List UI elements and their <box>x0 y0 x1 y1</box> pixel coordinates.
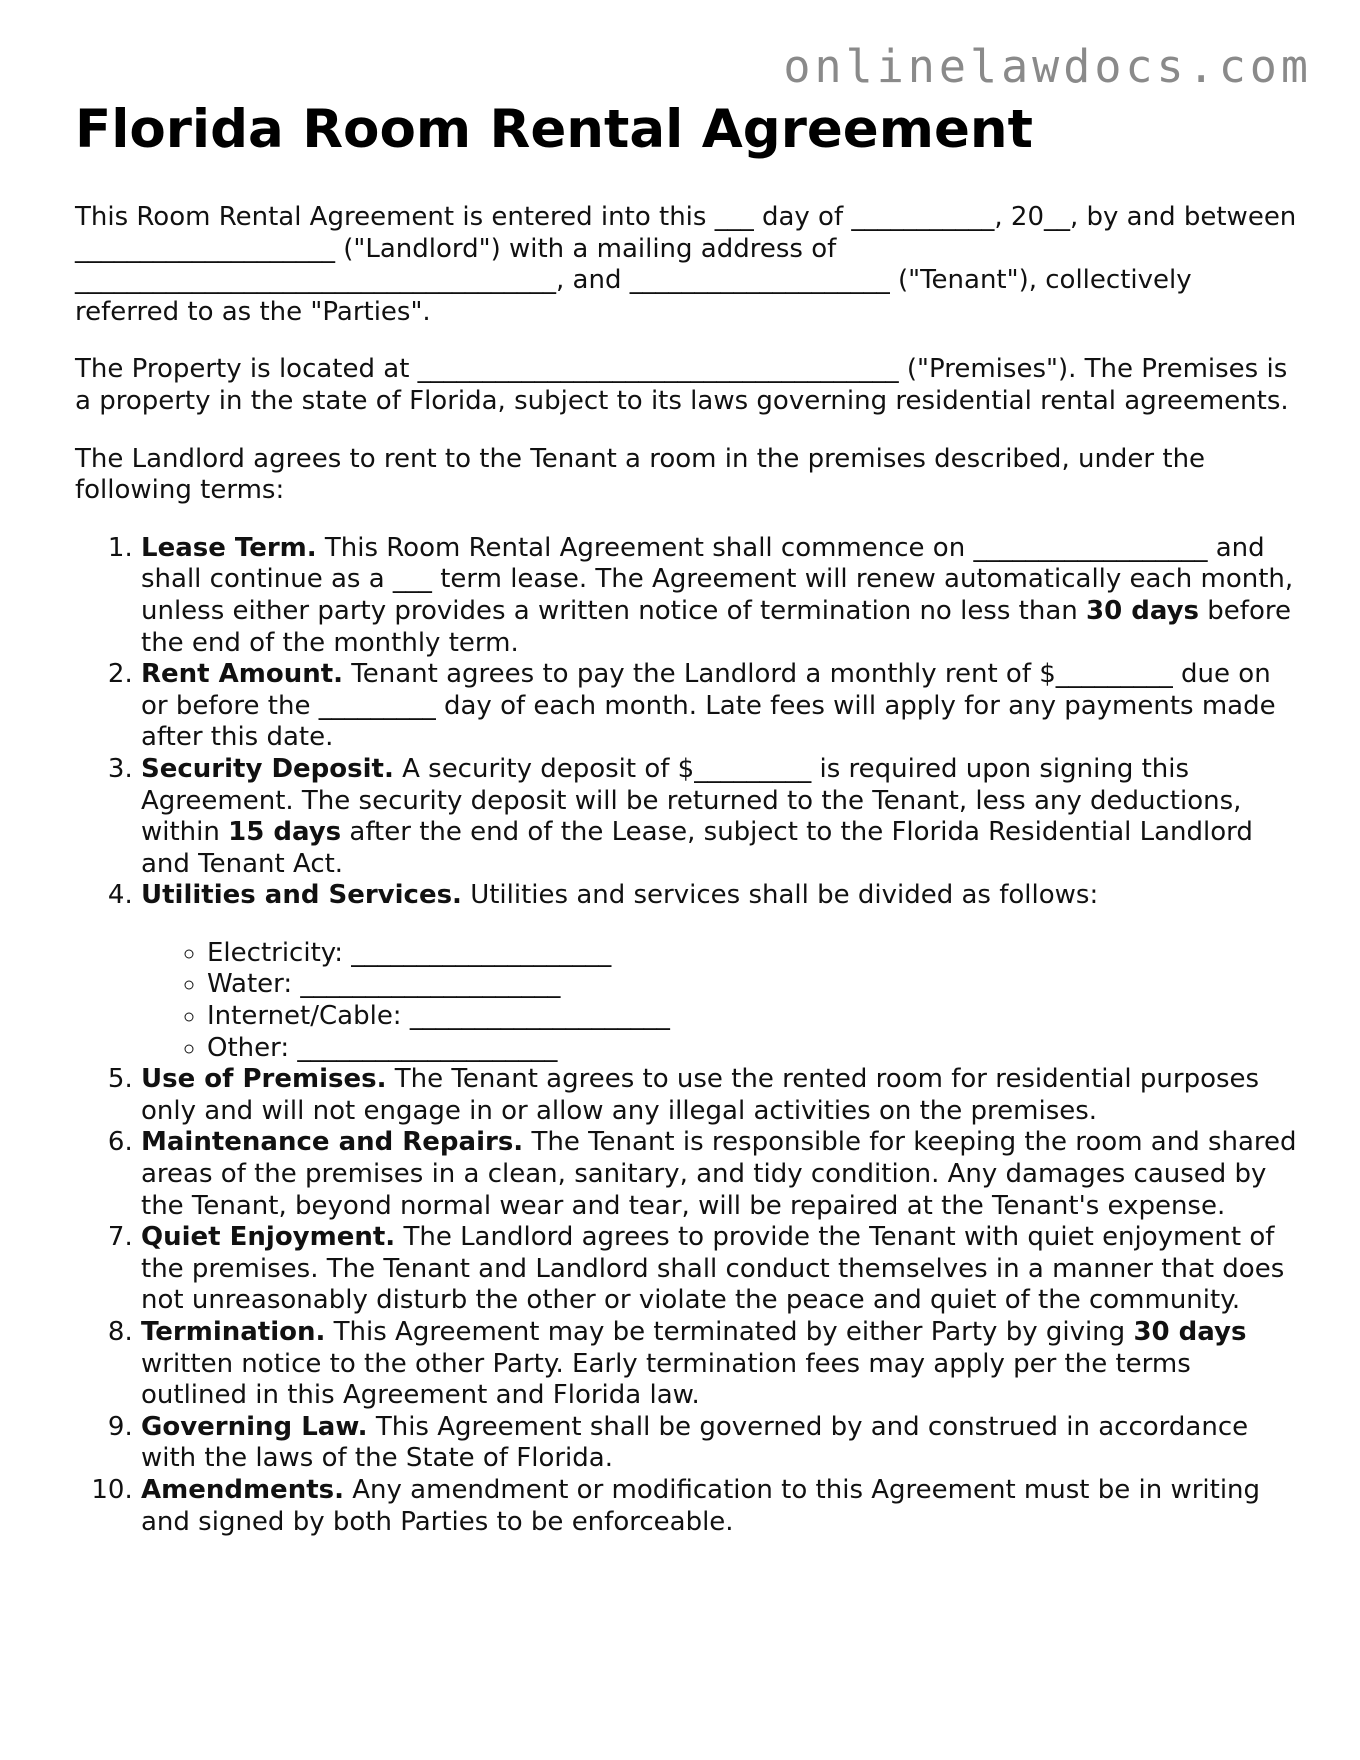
utility-other: ◦ Other: ____________________ <box>207 1033 1300 1065</box>
term-heading: Lease Term. <box>141 532 317 563</box>
term-emphasis: 30 days <box>1133 1317 1247 1347</box>
term-text: before the end of the monthly term. <box>141 595 1291 658</box>
agreement-intro-paragraph: The Landlord agrees to rent to the Tenant a room in the premises described, under the following terms: <box>75 443 1206 506</box>
watermark: onlinelawdocs.com <box>783 40 1312 93</box>
term-text: The Tenant is responsible for keeping the room and shared areas of the premises in a clean, sanitary, and tidy condition. Any damages caused by the Tenant, beyond normal wear and tear, will be repaired at the Tenant's expense. <box>141 1127 1297 1221</box>
term-rent-amount <box>141 659 1300 754</box>
term-lease-term <box>141 533 1300 659</box>
term-text: written notice to the other Party. Early termination fees may apply per the terms outlined in this Agreement and Florida law. <box>141 1348 1191 1411</box>
intro-paragraph: This Room Rental Agreement is entered into this ___ day of ___________, 20__, by and between ____________________ ("Landlord") with a mailing address of _____________________________________, and ____________________ ("Tenant"), collectively referred to as the "Parties". <box>75 202 1297 327</box>
utility-internet-cable: ◦ Internet/Cable: ____________________ <box>207 1001 1300 1033</box>
term-text: This Agreement may be terminated by either Party by giving <box>325 1317 1134 1347</box>
term-heading: Security Deposit. <box>141 753 394 784</box>
term-use-of-premises <box>141 1064 1300 1127</box>
term-text: Utilities and services shall be divided as follows: <box>461 880 1099 911</box>
term-heading: Use of Premises. <box>141 1064 387 1095</box>
term-utilities-and-services <box>141 880 1300 1064</box>
term-heading: Governing Law. <box>141 1411 368 1442</box>
term-text: The Tenant agrees to use the rented room for residential purposes only and will not engage in or allow any illegal activities on the premises. <box>141 1064 1260 1126</box>
term-heading: Termination. <box>141 1317 326 1347</box>
term-heading: Utilities and Services. <box>141 880 462 911</box>
term-text: A security deposit of $_________ is required upon signing this Agreement. The security deposit will be returned to the Tenant, less any deductions, within <box>141 753 1242 848</box>
term-termination <box>141 1317 1300 1412</box>
term-heading: Amendments. <box>141 1474 344 1505</box>
term-amendments <box>141 1475 1300 1538</box>
term-text: after the end of the Lease, subject to the Florida Residential Landlord and Tenant Act. <box>141 817 1253 879</box>
utility-water: ◦ Water: ____________________ <box>207 969 1300 1001</box>
term-heading: Quiet Enjoyment. <box>141 1222 396 1253</box>
term-governing-law <box>141 1412 1300 1475</box>
term-text: Tenant agrees to pay the Landlord a monthly rent of $_________ due on or before the _________ day of each month. Late fees will apply for any payments made after this date. <box>141 659 1276 753</box>
term-security-deposit <box>141 754 1300 880</box>
term-maintenance-and-repairs <box>141 1127 1300 1222</box>
term-quiet-enjoyment <box>141 1222 1300 1317</box>
term-heading: Maintenance and Repairs. <box>141 1127 524 1158</box>
document-title: Florida Room Rental Agreement <box>75 99 1033 160</box>
document-page <box>75 98 1300 1538</box>
term-text: This Agreement shall be governed by and construed in accordance with the laws of the State of Florida. <box>141 1411 1249 1474</box>
utilities-list <box>141 938 1300 1064</box>
term-emphasis: 15 days <box>228 817 342 848</box>
property-paragraph: The Property is located at _____________________________________ ("Premises"). The Premises is a property in the state of Florida, subject to its laws governing residential rental agreements. <box>75 354 1289 416</box>
term-heading: Rent Amount. <box>141 659 344 690</box>
term-text: This Room Rental Agreement shall commence on __________________ and shall continue as a ___ term lease. The Agreement will renew automatically each month, unless either party provides a written notice of termination no less than <box>141 532 1294 626</box>
terms-list <box>75 533 1300 1538</box>
term-emphasis: 30 days <box>1086 595 1200 626</box>
term-text: Any amendment or modification to this Agreement must be in writing and signed by both Parties to be enforceable. <box>141 1474 1261 1537</box>
utility-electricity: ◦ Electricity: ____________________ <box>207 938 1300 970</box>
term-text: The Landlord agrees to provide the Tenant with quiet enjoyment of the premises. The Tenant and Landlord shall conduct themselves in a manner that does not unreasonably disturb the other or violate the peace and quiet of the community. <box>141 1222 1285 1316</box>
